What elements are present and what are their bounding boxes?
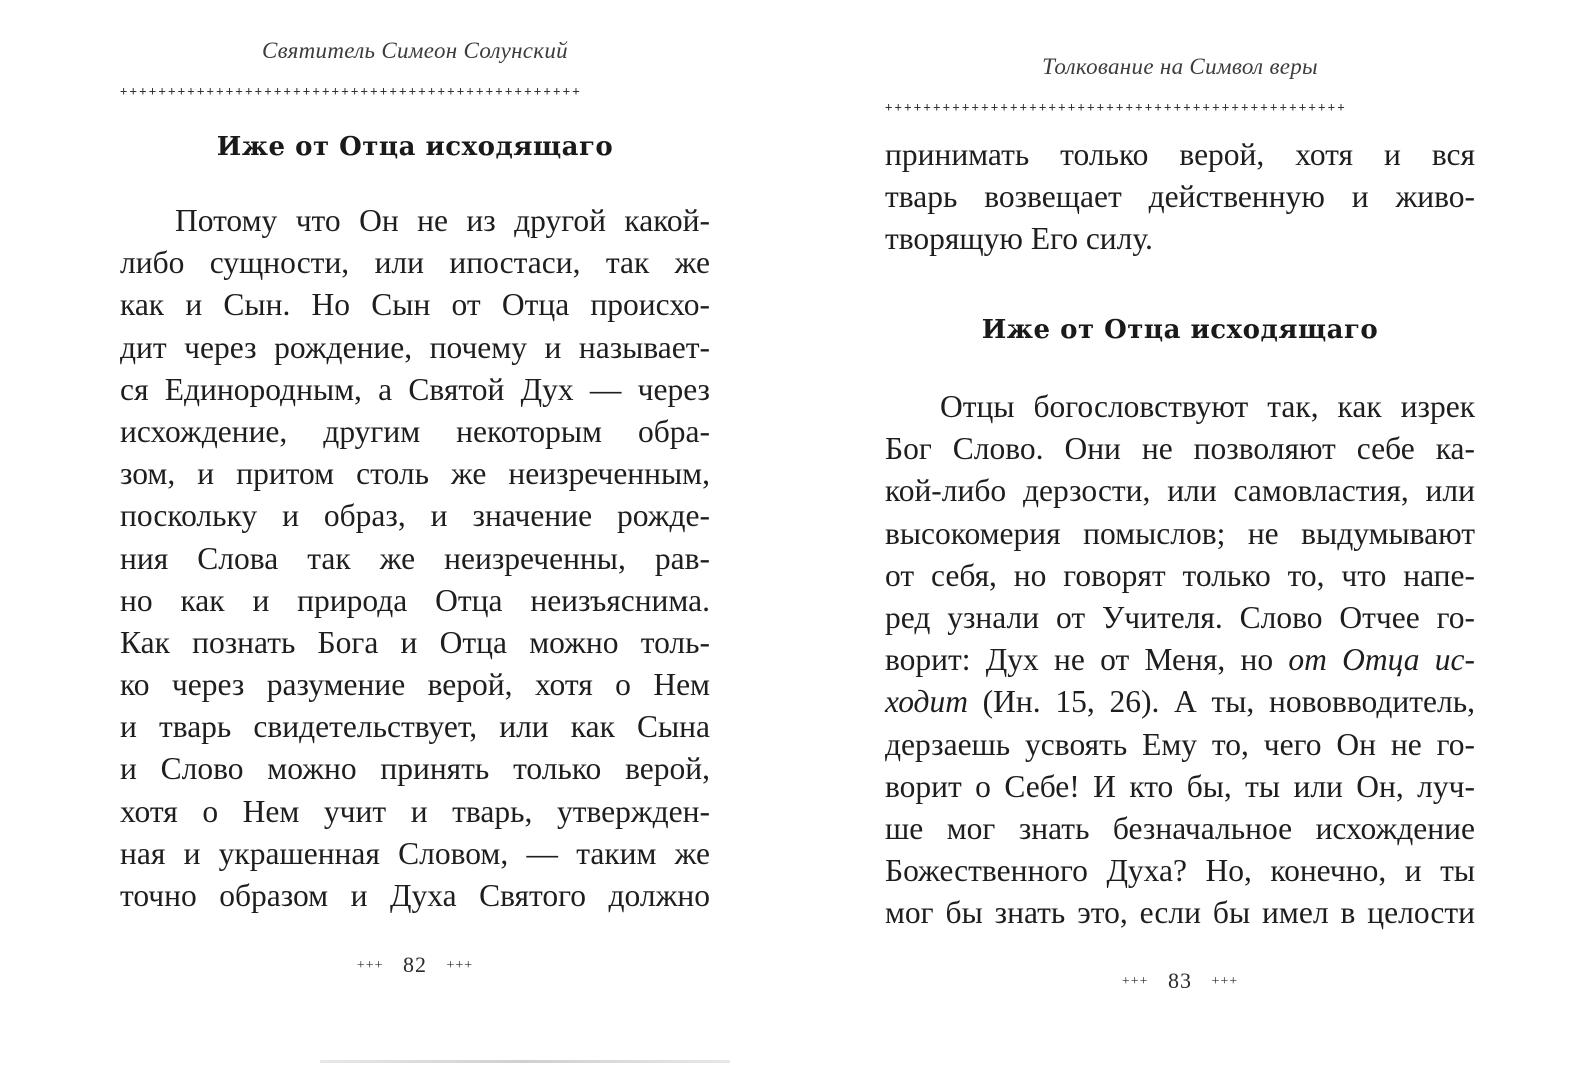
- text-line: дерзаешь усвоять Ему то, чего Он не го-: [885, 726, 1475, 762]
- text-line: но как и природа Отца неизъяснима.: [120, 582, 710, 618]
- folio-ornament: +++: [356, 958, 384, 973]
- text-line: либо сущности, или ипостаси, так же: [120, 245, 710, 281]
- text-line: исхождение, другим некоторым обра-: [120, 413, 710, 449]
- text-line: Божественного Духа? Но, конечно, и ты: [885, 853, 1475, 889]
- folio-ornament: +++: [446, 958, 474, 973]
- running-head-left: Святитель Симеон Солунский: [262, 38, 568, 63]
- text-line: от себя, но говорят только то, что напе-: [885, 557, 1475, 593]
- text-line: творящую Его силу.: [885, 221, 1153, 257]
- page-number-left: 82: [403, 952, 427, 977]
- folio-left: [120, 952, 710, 978]
- text-line: Потому что Он не из другой какой-: [175, 203, 710, 238]
- section-title-left: Иже от Отца исходящаго: [216, 132, 614, 162]
- right-page: [800, 0, 1593, 1080]
- text-segment: ворит: Дух не от Меня, но: [885, 642, 1289, 678]
- body-text-right: [885, 386, 1475, 934]
- text-line-with-quote: [885, 681, 1475, 723]
- text-line: хотя о Нем учит и тварь, утвержден-: [120, 793, 710, 829]
- text-line: как и Сын. Но Сын от Отца происхо-: [120, 287, 710, 323]
- text-line: Бог Слово. Они не позволяют себе ка-: [885, 431, 1475, 467]
- text-line-with-quote: [885, 639, 1475, 681]
- folio-ornament: +++: [1121, 974, 1149, 989]
- page-edge-shadow: [320, 1060, 730, 1063]
- section-title-right: Иже от Отца исходящаго: [981, 315, 1379, 345]
- text-line: ко через разумение верой, хотя о Нем: [120, 667, 710, 703]
- ornament-divider-right: ++++++++++++++++++++++++++++++++++++++++++++++++: [885, 100, 1347, 114]
- text-line: мог бы знать это, если бы имел в целости: [885, 895, 1475, 931]
- running-head-right: Толкование на Символ веры: [1042, 54, 1318, 79]
- text-line: поскольку и образ, и значение рожде-: [120, 498, 710, 534]
- scripture-quote: ходит: [885, 684, 968, 720]
- folio-right: [885, 968, 1475, 994]
- scripture-reference: (Ин. 15, 26). А ты, нововводитель,: [967, 684, 1475, 720]
- text-line: и тварь свидетельствует, или как Сына: [120, 709, 710, 745]
- text-line: Как познать Бога и Отца можно толь-: [120, 624, 710, 660]
- text-line: ворит о Себе! И кто бы, ты или Он, луч-: [885, 768, 1475, 804]
- text-line: дит через рождение, почему и называет-: [120, 329, 710, 365]
- text-line: Отцы богословствуют так, как изрек: [940, 389, 1475, 424]
- ornament-divider-left: ++++++++++++++++++++++++++++++++++++++++++++++++: [120, 84, 582, 98]
- text-line: высокомерия помыслов; не выдумывают: [885, 515, 1475, 551]
- text-line: ред узнали от Учителя. Слово Отчее го-: [885, 599, 1475, 635]
- scripture-quote: от Отца ис-: [1288, 642, 1475, 678]
- text-line: зом, и притом столь же неизреченным,: [120, 456, 710, 492]
- text-line: ше мог знать безначальное исхождение: [885, 810, 1475, 846]
- text-line: ния Слова так же неизреченны, рав-: [120, 540, 710, 576]
- text-line: тварь возвещает действенную и живо-: [885, 179, 1475, 215]
- text-line: ся Единородным, а Святой Дух — через: [120, 371, 710, 407]
- text-line: точно образом и Духа Святого должно: [120, 878, 710, 913]
- text-line: и Слово можно принять только верой,: [120, 751, 710, 787]
- body-text-right-top: [885, 134, 1475, 261]
- text-line: принимать только верой, хотя и вся: [885, 137, 1475, 172]
- text-line: кой-либо дерзости, или самовластия, или: [885, 473, 1475, 509]
- page-number-right: 83: [1168, 968, 1192, 993]
- body-text-left: [120, 200, 710, 917]
- text-line: ная и украшенная Словом, — таким же: [120, 835, 710, 871]
- folio-ornament: +++: [1211, 974, 1239, 989]
